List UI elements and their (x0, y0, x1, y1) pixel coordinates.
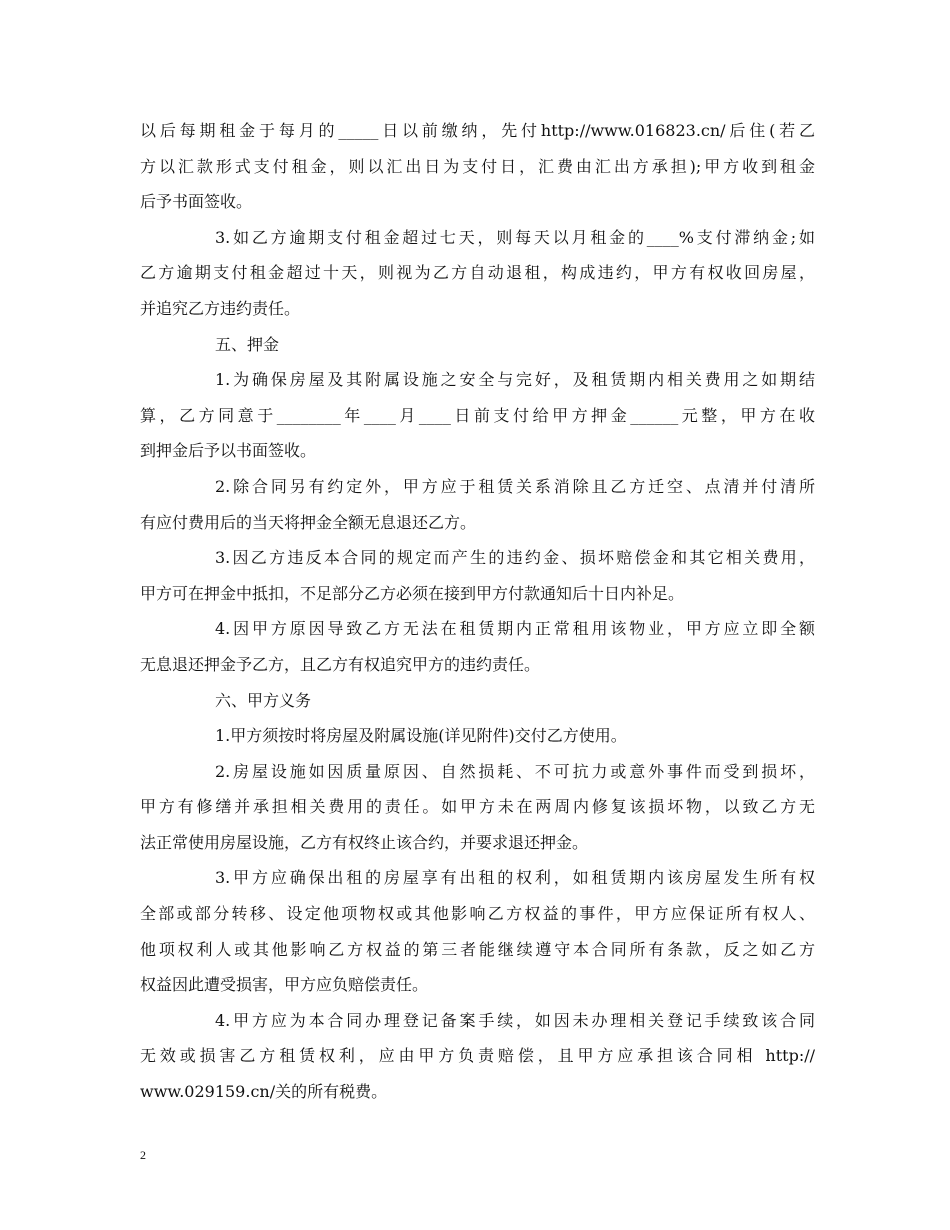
clause-line: 4.因甲方原因导致乙方无法在租赁期内正常租用该物业，甲方应立即全额 (215, 619, 815, 639)
text-line: 方以汇款形式支付租金，则以汇出日为支付日，汇费由汇出方承担);甲方收到租金 (140, 156, 815, 176)
text-line: 他项权利人或其他影响乙方权益的第三者能继续遵守本合同所有条款，反之如乙方 (140, 939, 815, 959)
clause-line: 2.除合同另有约定外，甲方应于租赁关系消除且乙方迁空、点清并付清所 (215, 476, 815, 496)
text-line: 有应付费用后的当天将押金全额无息退还乙方。 (140, 512, 477, 532)
document-body (140, 113, 815, 1110)
section-heading: 六、甲方义务 (215, 690, 312, 710)
clause-line: 3.因乙方违反本合同的规定而产生的违约金、损坏赔偿金和其它相关费用， (215, 548, 815, 568)
text-line: 权益因此遭受损害，甲方应负赔偿责任。 (140, 975, 429, 995)
text-line: 算，乙方同意于________年____月____日前支付给甲方押金______元整，甲方在收 (140, 405, 815, 425)
text-line: 后予书面签收。 (140, 192, 253, 212)
section-heading: 五、押金 (215, 334, 280, 354)
text-line: 乙方逾期支付租金超过十天，则视为乙方自动退租，构成违约，甲方有权收回房屋， (140, 263, 815, 283)
text-line: 并追究乙方违约责任。 (140, 298, 301, 318)
clause-line: 3.甲方应确保出租的房屋享有出租的权利，如租赁期内该房屋发生所有权 (215, 868, 815, 888)
text-line: 甲方可在押金中抵扣，不足部分乙方必须在接到甲方付款通知后十日内补足。 (140, 583, 685, 603)
clause-line: 3.如乙方逾期支付租金超过七天，则每天以月租金的____%支付滞纳金;如 (215, 227, 815, 247)
clause-line: 2.房屋设施如因质量原因、自然损耗、不可抗力或意外事件而受到损坏， (215, 761, 815, 781)
page-number: 2 (140, 1148, 146, 1162)
text-line: 到押金后予以书面签收。 (140, 441, 317, 461)
text-line: 甲方有修缮并承担相关费用的责任。如甲方未在两周内修复该损坏物，以致乙方无 (140, 797, 815, 817)
text-line: 全部或部分转移、设定他项物权或其他影响乙方权益的事件，甲方应保证所有权人、 (140, 904, 815, 924)
text-line: 无效或损害乙方租赁权利，应由甲方负责赔偿，且甲方应承担该合同相 http:// (140, 1046, 815, 1066)
clause-line: 1.为确保房屋及其附属设施之安全与完好，及租赁期内相关费用之如期结 (215, 370, 815, 390)
clause-line: 1.甲方须按时将房屋及附属设施(详见附件)交付乙方使用。 (215, 726, 627, 746)
text-line: 无息退还押金予乙方，且乙方有权追究甲方的违约责任。 (140, 654, 541, 674)
text-line: 法正常使用房屋设施，乙方有权终止该合约，并要求退还押金。 (140, 832, 589, 852)
clause-line: 4.甲方应为本合同办理登记备案手续，如因未办理相关登记手续致该合同 (215, 1010, 815, 1030)
text-line: www.029159.cn/关的所有税费。 (140, 1082, 388, 1102)
text-line: 以后每期租金于每月的_____日以前缴纳，先付http://www.016823.cn/后住(若乙 (140, 121, 815, 140)
